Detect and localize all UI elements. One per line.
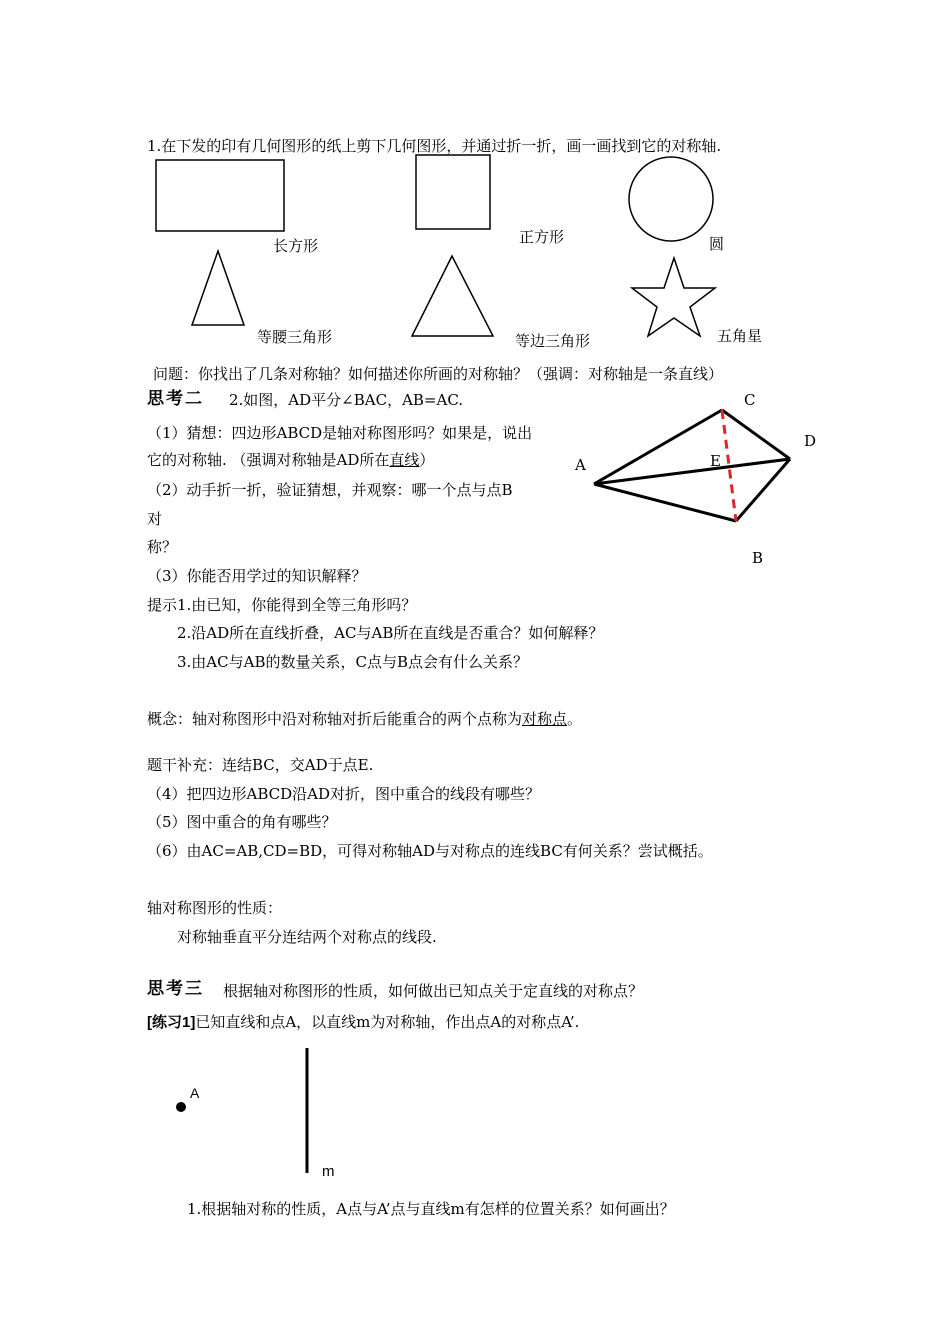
think2-p6: （6）由AC=AB,CD=BD，可得对称轴AD与对称点的连线BC有何关系？尝试概括。 <box>147 842 713 860</box>
label-point-A: A <box>190 1085 200 1101</box>
q1-text: 1.在下发的印有几何图形的纸上剪下几何图形，并通过折一折，画一画找到它的对称轴. <box>147 137 722 155</box>
think3-intro: 根据轴对称图形的性质，如何做出已知点关于定直线的对称点？ <box>223 982 644 1000</box>
label-isosceles: 等腰三角形 <box>257 328 333 346</box>
think2-p4: （4）把四边形ABCD沿AD对折，图中重合的线段有哪些？ <box>147 785 541 803</box>
property-title: 轴对称图形的性质： <box>147 899 283 917</box>
label-rectangle: 长方形 <box>273 237 319 255</box>
label-D: D <box>804 432 817 450</box>
label-equilateral: 等边三角形 <box>515 332 591 350</box>
think2-p5: （5）图中重合的角有哪些？ <box>147 813 337 831</box>
label-A: A <box>575 456 586 474</box>
label-star: 五角星 <box>717 327 763 345</box>
concept: 概念：轴对称图形中沿对称轴对折后能重合的两个点称为对称点。 <box>147 710 583 728</box>
property-text: 对称轴垂直平分连结两个对称点的线段. <box>177 928 437 946</box>
think2-p1-line1: （1）猜想：四边形ABCD是轴对称图形吗？如果是，说出 <box>147 424 533 442</box>
think3-q1: 1.根据轴对称的性质，A点与A’点与直线m有怎样的位置关系？如何画出？ <box>187 1200 675 1218</box>
think2-heading: 思考二 <box>147 389 204 409</box>
supplement: 题干补充：连结BC，交AD于点E. <box>147 756 374 774</box>
think2-hint2: 2.沿AD所在直线折叠，AC与AB所在直线是否重合？如何解释？ <box>177 624 604 642</box>
think2-p1-line2: 它的对称轴. （强调对称轴是AD所在直线） <box>147 451 435 469</box>
think2-p2-line2: 对 <box>147 510 163 528</box>
think2-hint1: 提示1.由已知，你能得到全等三角形吗？ <box>147 596 417 614</box>
label-circle: 圆 <box>709 235 725 253</box>
q1-question: 问题：你找出了几条对称轴？如何描述你所画的对称轴？（强调：对称轴是一条直线） <box>153 365 724 383</box>
label-C: C <box>744 391 756 409</box>
think2-p3: （3）你能否用学过的知识解释？ <box>147 567 367 585</box>
think2-hint3: 3.由AC与AB的数量关系，C点与B点会有什么关系？ <box>177 653 528 671</box>
point-A <box>176 1102 186 1112</box>
label-square: 正方形 <box>519 228 565 246</box>
think2-intro: 2.如图，AD平分∠BAC，AB=AC. <box>229 391 464 409</box>
label-B: B <box>752 549 764 567</box>
think2-p2-line1: （2）动手折一折，验证猜想，并观察：哪一个点与点B <box>147 481 513 499</box>
think3-heading: 思考三 <box>147 979 204 999</box>
think2-p2-line3: 称？ <box>147 538 178 556</box>
exercise: [练习1]已知直线和点A，以直线m为对称轴，作出点A的对称点A’. <box>147 1013 580 1031</box>
label-line-m: m <box>322 1163 335 1180</box>
label-E: E <box>710 452 721 470</box>
